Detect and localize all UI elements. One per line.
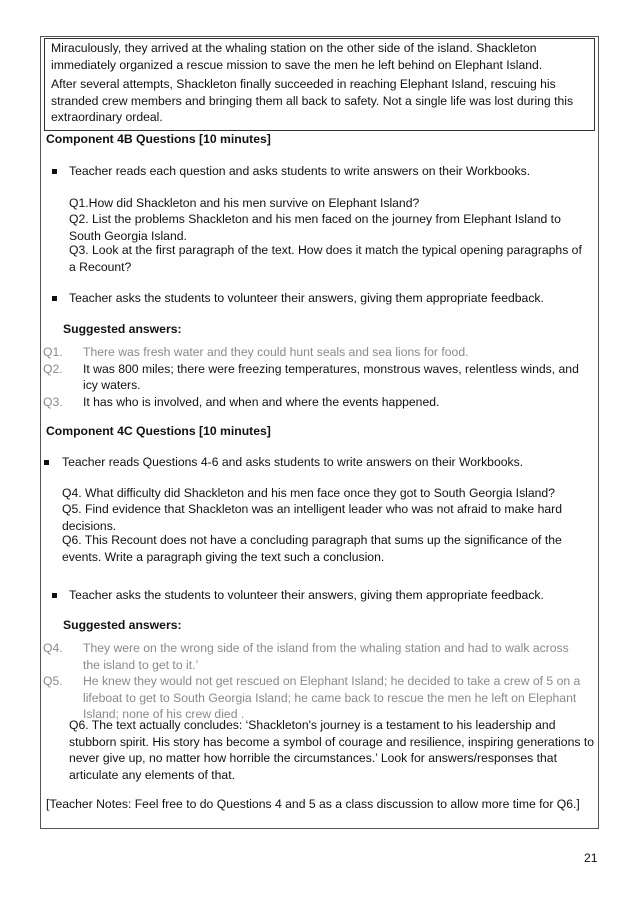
story-paragraph-1: Miraculously, they arrived at the whaling station on the other side of the island. Shackleton immediately organized a rescue mission to save the men he left behind on Elephant Island.	[51, 41, 543, 72]
answers-4b-list	[43, 344, 593, 410]
question-4: Q4. What difficulty did Shackleton and his men face once they got to South Georgia Island?	[62, 486, 555, 500]
question-3: Q3. Look at the first paragraph of the text. How does it match the typical opening paragraphs of a Recount?	[69, 243, 582, 274]
bullet-icon	[44, 460, 49, 465]
story-paragraph-2: After several attempts, Shackleton finally succeeded in reaching Elephant Island, rescuing his stranded crew members and bringing them all back to safety. Not a single life was lost during this extraordinary ordeal.	[51, 77, 574, 124]
component-4c-instruction-1: Teacher reads Questions 4-6 and asks students to write answers on their Workbooks.	[62, 455, 524, 469]
page-number: 21	[584, 851, 598, 865]
component-4b-instruction-1: Teacher reads each question and asks students to write answers on their Workbooks.	[69, 164, 531, 178]
component-4c-instruction-2: Teacher asks the students to volunteer their answers, giving them appropriate feedback.	[69, 588, 544, 602]
question-5: Q5. Find evidence that Shackleton was an intelligent leader who was not afraid to make hard decisions.	[62, 502, 562, 533]
answer-q2: Q2. It was 800 miles; there were freezing temperatures, monstrous waves, relentless winds, and icy waters.	[43, 361, 579, 392]
answer-q1: Q1. There was fresh water and they could hunt seals and sea lions for food.	[43, 345, 469, 359]
bullet-icon	[52, 169, 57, 174]
suggested-answers-4b: Suggested answers:	[63, 322, 182, 336]
teacher-note: [Teacher Notes: Feel free to do Questions 4 and 5 as a class discussion to allow more time for Q6.]	[46, 797, 580, 811]
question-6: Q6. This Recount does not have a concluding paragraph that sums up the significance of the events. Write a paragraph giving the text such a conclusion.	[62, 533, 562, 564]
answer-q6: Q6. The text actually concludes: ‘Shackleton's journey is a testament to his leadership and stubborn spirit. His story has become a symbol of courage and resilience, inspiring generations to never give up, no matter how horrible the circumstances.’ Look for answers/responses that articulate any elements of that.	[69, 718, 595, 782]
component-4c-heading: Component 4C Questions [10 minutes]	[46, 424, 271, 438]
bullet-icon	[52, 296, 57, 301]
component-4b-heading: Component 4B Questions [10 minutes]	[46, 132, 271, 146]
question-1: Q1.How did Shackleton and his men survive on Elephant Island?	[69, 196, 420, 210]
answer-q5: Q5. He knew they would not get rescued on Elephant Island; he decided to take a crew of 5 on a lifeboat to get to South Georgia Island; he came back to rescue the men he left on Elephant Island; none of his crew died .	[43, 674, 581, 721]
answer-q3: Q3. It has who is involved, and when and where the events happened.	[43, 394, 440, 409]
suggested-answers-4c: Suggested answers:	[63, 618, 182, 632]
component-4b-instruction-2: Teacher asks the students to volunteer their answers, giving them appropriate feedback.	[69, 291, 544, 305]
bullet-icon	[52, 593, 57, 598]
answer-q4: Q4. They were on the wrong side of the island from the whaling station and had to walk across the island to get to it.’	[43, 641, 569, 672]
question-2: Q2. List the problems Shackleton and his men faced on the journey from Elephant Island to South Georgia Island.	[69, 212, 561, 243]
answers-4c-list	[43, 640, 588, 723]
